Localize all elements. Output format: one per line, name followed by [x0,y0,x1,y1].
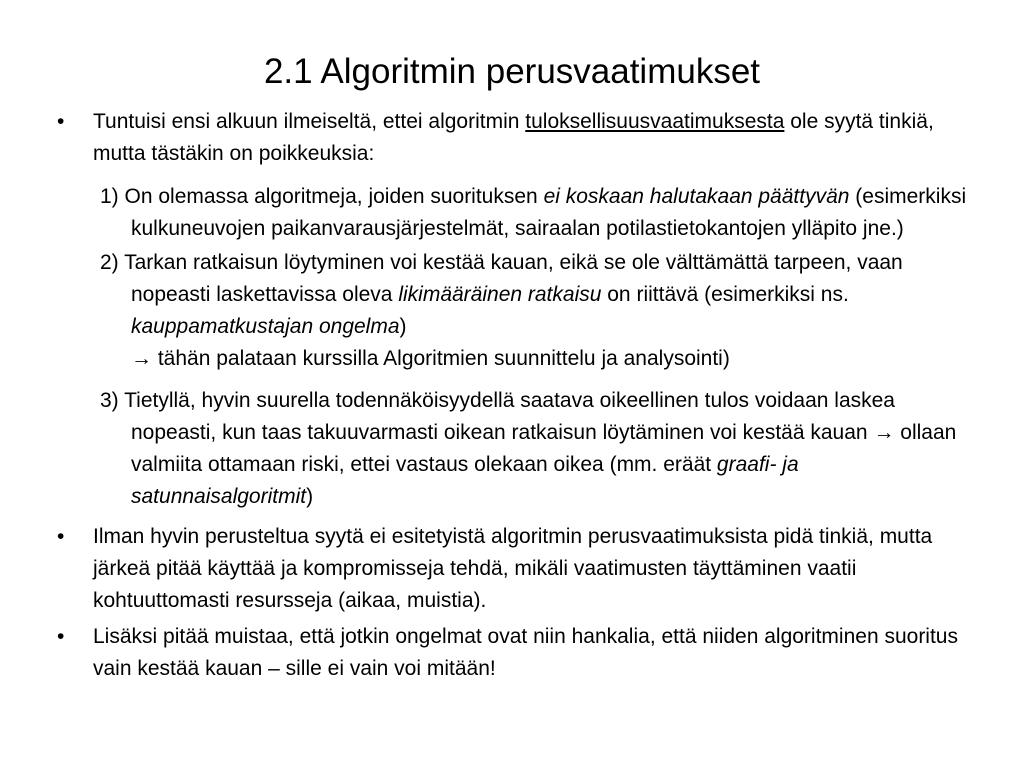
bullet-item-3 [0,621,1024,685]
subitem-1-text-b: (esimerkiksi kulkuneuvojen paikanvarausjärjestelmät, sairaalan potilastietokantojen ylläpito jne.) [131,185,967,240]
subitem-2-emphasis-2: kauppamatkustajan ongelma [131,315,400,338]
subitem-2-emphasis-1: likimääräinen ratkaisu [398,283,602,306]
subitem-1-text-a: 1) On olemassa algoritmeja, joiden suorituksen [100,185,544,208]
subitem-3-text-c: ) [306,485,314,508]
bullet-3-text: Lisäksi pitää muistaa, että jotkin ongelmat ovat niin hankalia, että niiden algoritminen suoritus vain kestää kauan – sille ei vain voi mitään! [93,625,958,680]
subitem-2-text-b: on riittävä (esimerkiksi ns. [601,283,849,306]
subitem-1-emphasis: ei koskaan halutakaan päättyvän [543,185,850,208]
bullet-item-1 [0,106,1024,170]
slide-content [0,106,1024,685]
subitem-2 [0,247,1024,375]
bullet-icon: • [57,110,65,133]
subitem-3-text-b: ollaan valmiita ottamaan riski, ettei vastaus olekaan oikea (mm. eräät [131,421,957,476]
subitem-3-emphasis: graafi- ja satunnaisalgoritmit [131,453,799,508]
right-arrow-icon: → [131,347,152,370]
subitem-2-arrow-line [131,343,974,375]
subitem-3-text-a: 3) Tietyllä, hyvin suurella todennäköisyydellä saatava oikeellinen tulos voidaan laskea nopeasti, kun taas takuuvarmasti oikean ratkaisun löytäminen voi kestää kauan [100,389,895,444]
bullet-1-text-a: Tuntuisi ensi alkuun ilmeiseltä, ettei algoritmin [93,110,526,133]
bullet-1-underlined-term: tuloksellisuusvaatimuksesta [525,110,785,133]
bullet-1-text-b: ole syytä tinkiä, mutta tästäkin on poikkeuksia: [93,110,934,165]
bullet-2-text: Ilman hyvin perusteltua syytä ei esitetyistä algoritmin perusvaatimuksista pidä tinkiä, mutta järkeä pitää käyttää ja kompromisseja tehdä, mikäli vaatimusten täyttäminen vaatii kohtuuttomasti resursseja (aikaa, muistia). [93,525,933,612]
subitem-1 [0,181,1024,245]
subitem-2-text-c: ) [399,315,407,338]
right-arrow-icon: → [873,421,895,444]
subitem-3 [0,385,1024,513]
bullet-icon: • [57,525,65,548]
bullet-item-2 [0,521,1024,617]
subitem-2-arrow-text: tähän palataan kurssilla Algoritmien suunnittelu ja analysointi) [152,347,730,370]
bullet-icon: • [57,625,65,648]
slide-title: 2.1 Algoritmin perusvaatimukset [263,52,761,91]
subitem-2-text-a: 2) Tarkan ratkaisun löytyminen voi kestää kauan, eikä se ole välttämättä tarpeen, vaan nopeasti laskettavissa oleva [100,251,903,306]
